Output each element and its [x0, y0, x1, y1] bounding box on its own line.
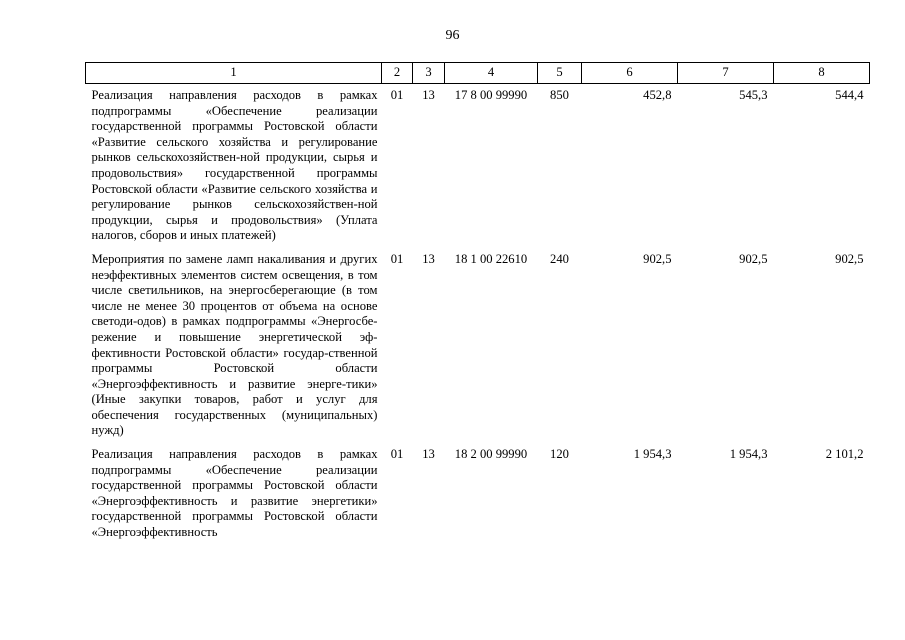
row-amount-col7: 1 954,3	[729, 447, 768, 462]
row-expense-type: 240	[550, 251, 569, 266]
row-amount-col7: 902,5	[739, 251, 768, 266]
row-amount-col6: 1 954,3	[633, 447, 672, 462]
row-amount-col6: 902,5	[643, 251, 672, 266]
row-section: 01	[390, 251, 404, 266]
row-description: Мероприятия по замене ламп накаливания и других неэффективных элементов систем освещения, в том числе светильников, на энергосберегающие (в том числе не менее 30 процентов от объема на основе светоди-одов) в рамках подпрограммы «Энергосбе-режение и повышение энергетической эф-фективности Ростовской области» государ-ственной программы Ростовской области «Энергоэффективность и развитие энерге-тики» (Иные закупки товаров, работ и услуг для обеспечения государственных (муниципальных) нужд)	[91, 251, 378, 438]
row-section: 01	[390, 88, 404, 102]
row-target-code: 17 8 00 99990	[454, 88, 528, 102]
header-cell-1: 1	[86, 63, 382, 84]
row-amount-col8: 2 101,2	[825, 447, 864, 462]
table-row	[86, 443, 870, 545]
header-cell-3: 3	[413, 63, 445, 84]
row-target-code: 18 2 00 99990	[454, 447, 528, 462]
row-amount-col6: 452,8	[643, 88, 672, 102]
row-subsection: 13	[422, 88, 435, 102]
header-cell-6: 6	[582, 63, 678, 84]
row-expense-type: 850	[550, 88, 569, 102]
row-target-code: 18 1 00 22610	[454, 251, 528, 266]
header-cell-4: 4	[445, 63, 538, 84]
row-subsection: 13	[422, 447, 435, 462]
header-row	[86, 63, 870, 84]
row-section: 01	[390, 447, 404, 462]
row-amount-col8: 544,4	[835, 88, 864, 102]
table-row	[86, 248, 870, 443]
row-subsection: 13	[422, 251, 435, 266]
header-cell-5: 5	[538, 63, 582, 84]
row-amount-col7: 545,3	[739, 88, 768, 102]
row-description: Реализация направления расходов в рамках подпрограммы «Обеспечение реализации государственной программы Ростовской области «Энергоэффективность и развитие энергетики» государственной программы Ростовской области «Энергоэффективность	[91, 447, 378, 540]
header-cell-8: 8	[774, 63, 870, 84]
header-cell-7: 7	[678, 63, 774, 84]
row-description: Реализация направления расходов в рамках подпрограммы «Обеспечение реализации государственной программы Ростовской области «Развитие сельского хозяйства и регулирование рынков сельскохозяйствен-ной продукции, сырья и продовольствия» государственной программы Ростовской области «Развитие сельского хозяйства и регулирование рынков сельскохозяйствен-ной продукции, сырья и продовольствия» (Уплата налогов, сборов и иных платежей)	[91, 88, 378, 243]
header-cell-2: 2	[382, 63, 413, 84]
row-expense-type: 120	[550, 447, 569, 462]
row-amount-col8: 902,5	[835, 251, 864, 266]
page-number: 96	[445, 28, 460, 43]
budget-table	[85, 62, 870, 545]
table-row	[86, 84, 870, 248]
